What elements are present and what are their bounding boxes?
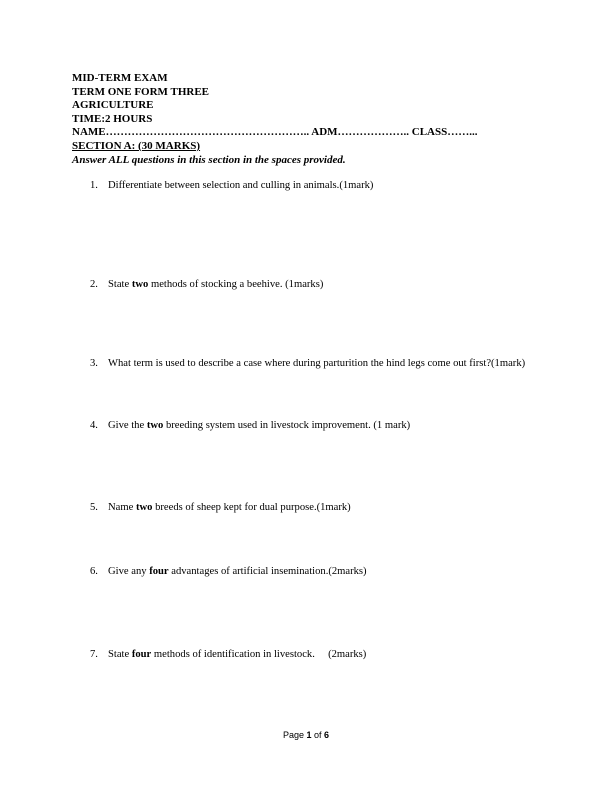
current-page-number: 1 [306, 730, 312, 740]
question-5 [90, 498, 530, 518]
question-number: 2. [90, 279, 98, 290]
question-text: Give any four advantages of artificial insemination.(2marks) [108, 566, 367, 577]
question-text: State two methods of stocking a beehive. (1marks) [108, 279, 324, 290]
question-3 [90, 354, 530, 374]
question-number: 3. [90, 358, 98, 369]
subject: AGRICULTURE [72, 99, 154, 112]
question-text: What term is used to describe a case where during parturition the hind legs come out first?(1mark) [108, 358, 526, 369]
question-4 [90, 416, 530, 436]
question-number: 7. [90, 649, 98, 660]
question-text: Differentiate between selection and culling in animals.(1mark) [108, 180, 374, 191]
page-footer: Page 1 of 6 [282, 730, 330, 740]
question-number: 1. [90, 180, 98, 191]
question-7 [90, 645, 530, 665]
exam-title: MID-TERM EXAM [72, 72, 168, 84]
question-2 [90, 275, 530, 295]
time-allowed: TIME:2 HOURS [72, 112, 153, 125]
question-1 [90, 176, 530, 196]
question-number: 5. [90, 502, 98, 513]
section-title: SECTION A: (30 MARKS) [72, 139, 201, 152]
question-text: Name two breeds of sheep kept for dual purpose.(1mark) [108, 502, 351, 513]
question-text: Give the two breeding system used in livestock improvement. (1 mark) [108, 420, 411, 431]
student-details-line: NAME……………………………………………….. ADM……………….. CLASS……... [72, 126, 478, 139]
exam-header [72, 72, 542, 167]
total-pages-number: 6 [324, 730, 330, 740]
question-number: 6. [90, 566, 98, 577]
question-number: 4. [90, 420, 98, 431]
term-form: TERM ONE FORM THREE [72, 85, 210, 98]
question-text: State four methods of identification in livestock. (2marks) [108, 649, 367, 660]
section-instruction: Answer ALL questions in this section in the spaces provided. [72, 153, 346, 166]
question-6 [90, 562, 530, 582]
